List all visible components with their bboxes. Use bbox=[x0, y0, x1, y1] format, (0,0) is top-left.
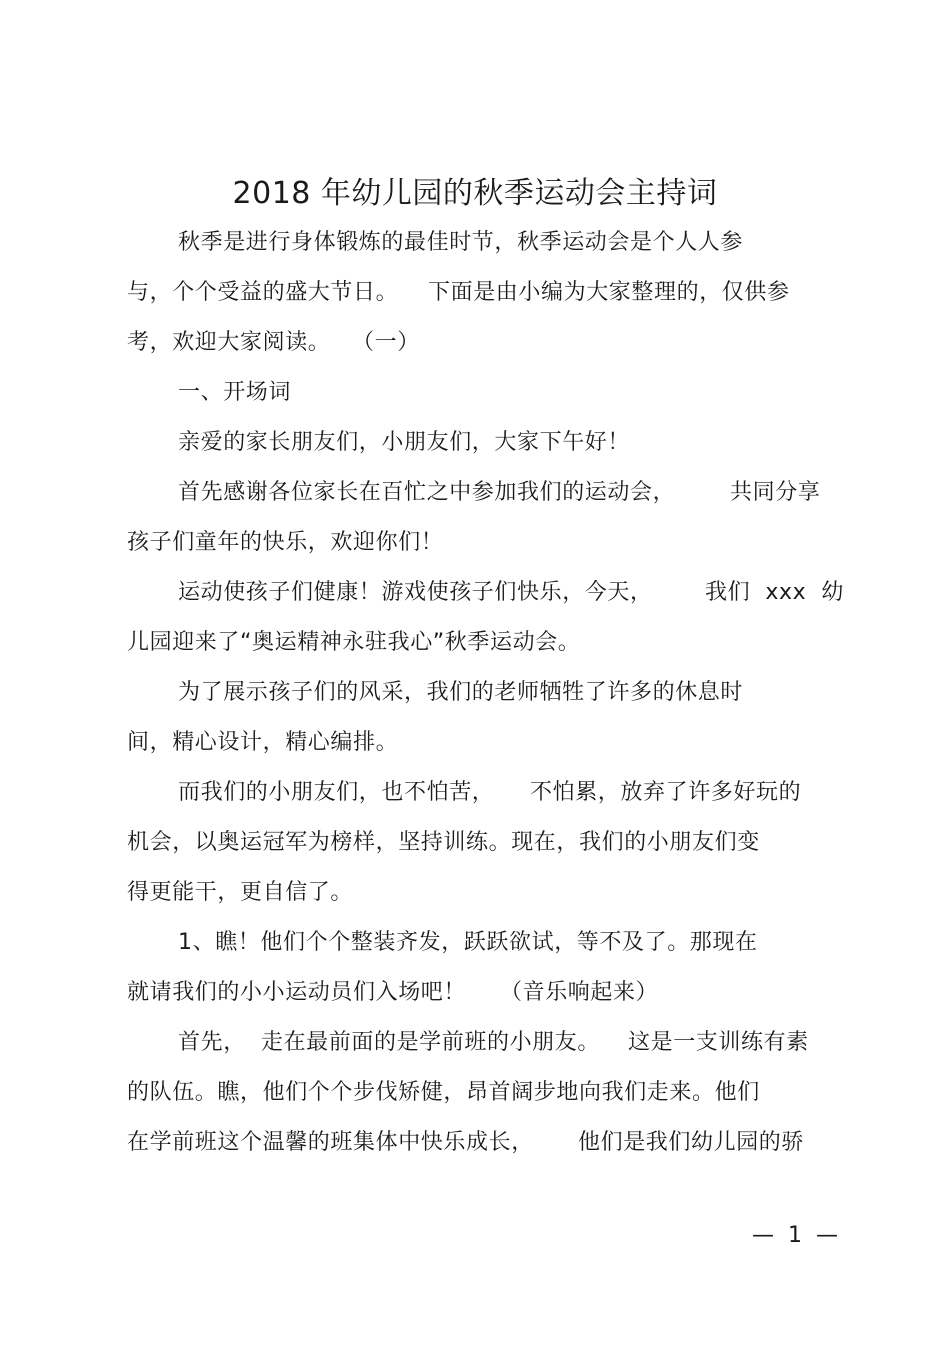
text-line: 他们是我们幼儿园的骄 bbox=[578, 1130, 805, 1155]
document-title: 2018 年幼儿园的秋季运动会主持词 bbox=[232, 176, 718, 211]
text-line: 的队伍。瞧，他们个个步伐矫健，昂首阔步地向我们走来。他们 bbox=[127, 1080, 760, 1105]
section-heading: 一、开场词 bbox=[178, 380, 292, 405]
text-line: （音乐响起来） bbox=[500, 980, 659, 1005]
text-line: 为了展示孩子们的风采，我们的老师牺牲了许多的休息时 bbox=[178, 680, 744, 705]
text-line: 首先， 走在最前面的是学前班的小朋友。 bbox=[178, 1030, 600, 1055]
page-number: — 1 — bbox=[752, 1223, 838, 1248]
text-line: 儿园迎来了“奥运精神永驻我心”秋季运动会。 bbox=[127, 630, 581, 655]
text-line: 运动使孩子们健康！游戏使孩子们快乐，今天， bbox=[178, 580, 653, 605]
text-line: 下面是由小编为大家整理的，仅供参 bbox=[428, 280, 790, 305]
text-line: 间，精心设计，精心编排。 bbox=[127, 730, 399, 755]
text-line: 亲爱的家长朋友们，小朋友们，大家下午好！ bbox=[178, 430, 631, 455]
text-line: 共同分享 bbox=[730, 480, 821, 505]
text-line: 机会，以奥运冠军为榜样，坚持训练。现在，我们的小朋友们变 bbox=[127, 830, 760, 855]
text-line: 就请我们的小小运动员们入场吧！ bbox=[127, 980, 467, 1005]
text-line: 1、瞧！他们个个整装齐发，跃跃欲试，等不及了。那现在 bbox=[178, 930, 758, 955]
text-line: 首先感谢各位家长在百忙之中参加我们的运动会， bbox=[178, 480, 676, 505]
text-line: 考，欢迎大家阅读。 bbox=[127, 330, 331, 355]
text-line: 我们 xxx 幼 bbox=[705, 580, 845, 605]
text-line: 而我们的小朋友们，也不怕苦， bbox=[178, 780, 495, 805]
text-line: 得更能干，更自信了。 bbox=[127, 880, 354, 905]
text-line: 这是一支训练有素 bbox=[628, 1030, 809, 1055]
text-line: 在学前班这个温馨的班集体中快乐成长， bbox=[127, 1130, 534, 1155]
text-line: 秋季是进行身体锻炼的最佳时节，秋季运动会是个人人参 bbox=[178, 230, 744, 255]
text-line: 不怕累，放弃了许多好玩的 bbox=[530, 780, 802, 805]
text-line: （一） bbox=[352, 330, 420, 355]
text-line: 孩子们童年的快乐，欢迎你们！ bbox=[127, 530, 444, 555]
text-line: 与，个个受益的盛大节日。 bbox=[127, 280, 399, 305]
